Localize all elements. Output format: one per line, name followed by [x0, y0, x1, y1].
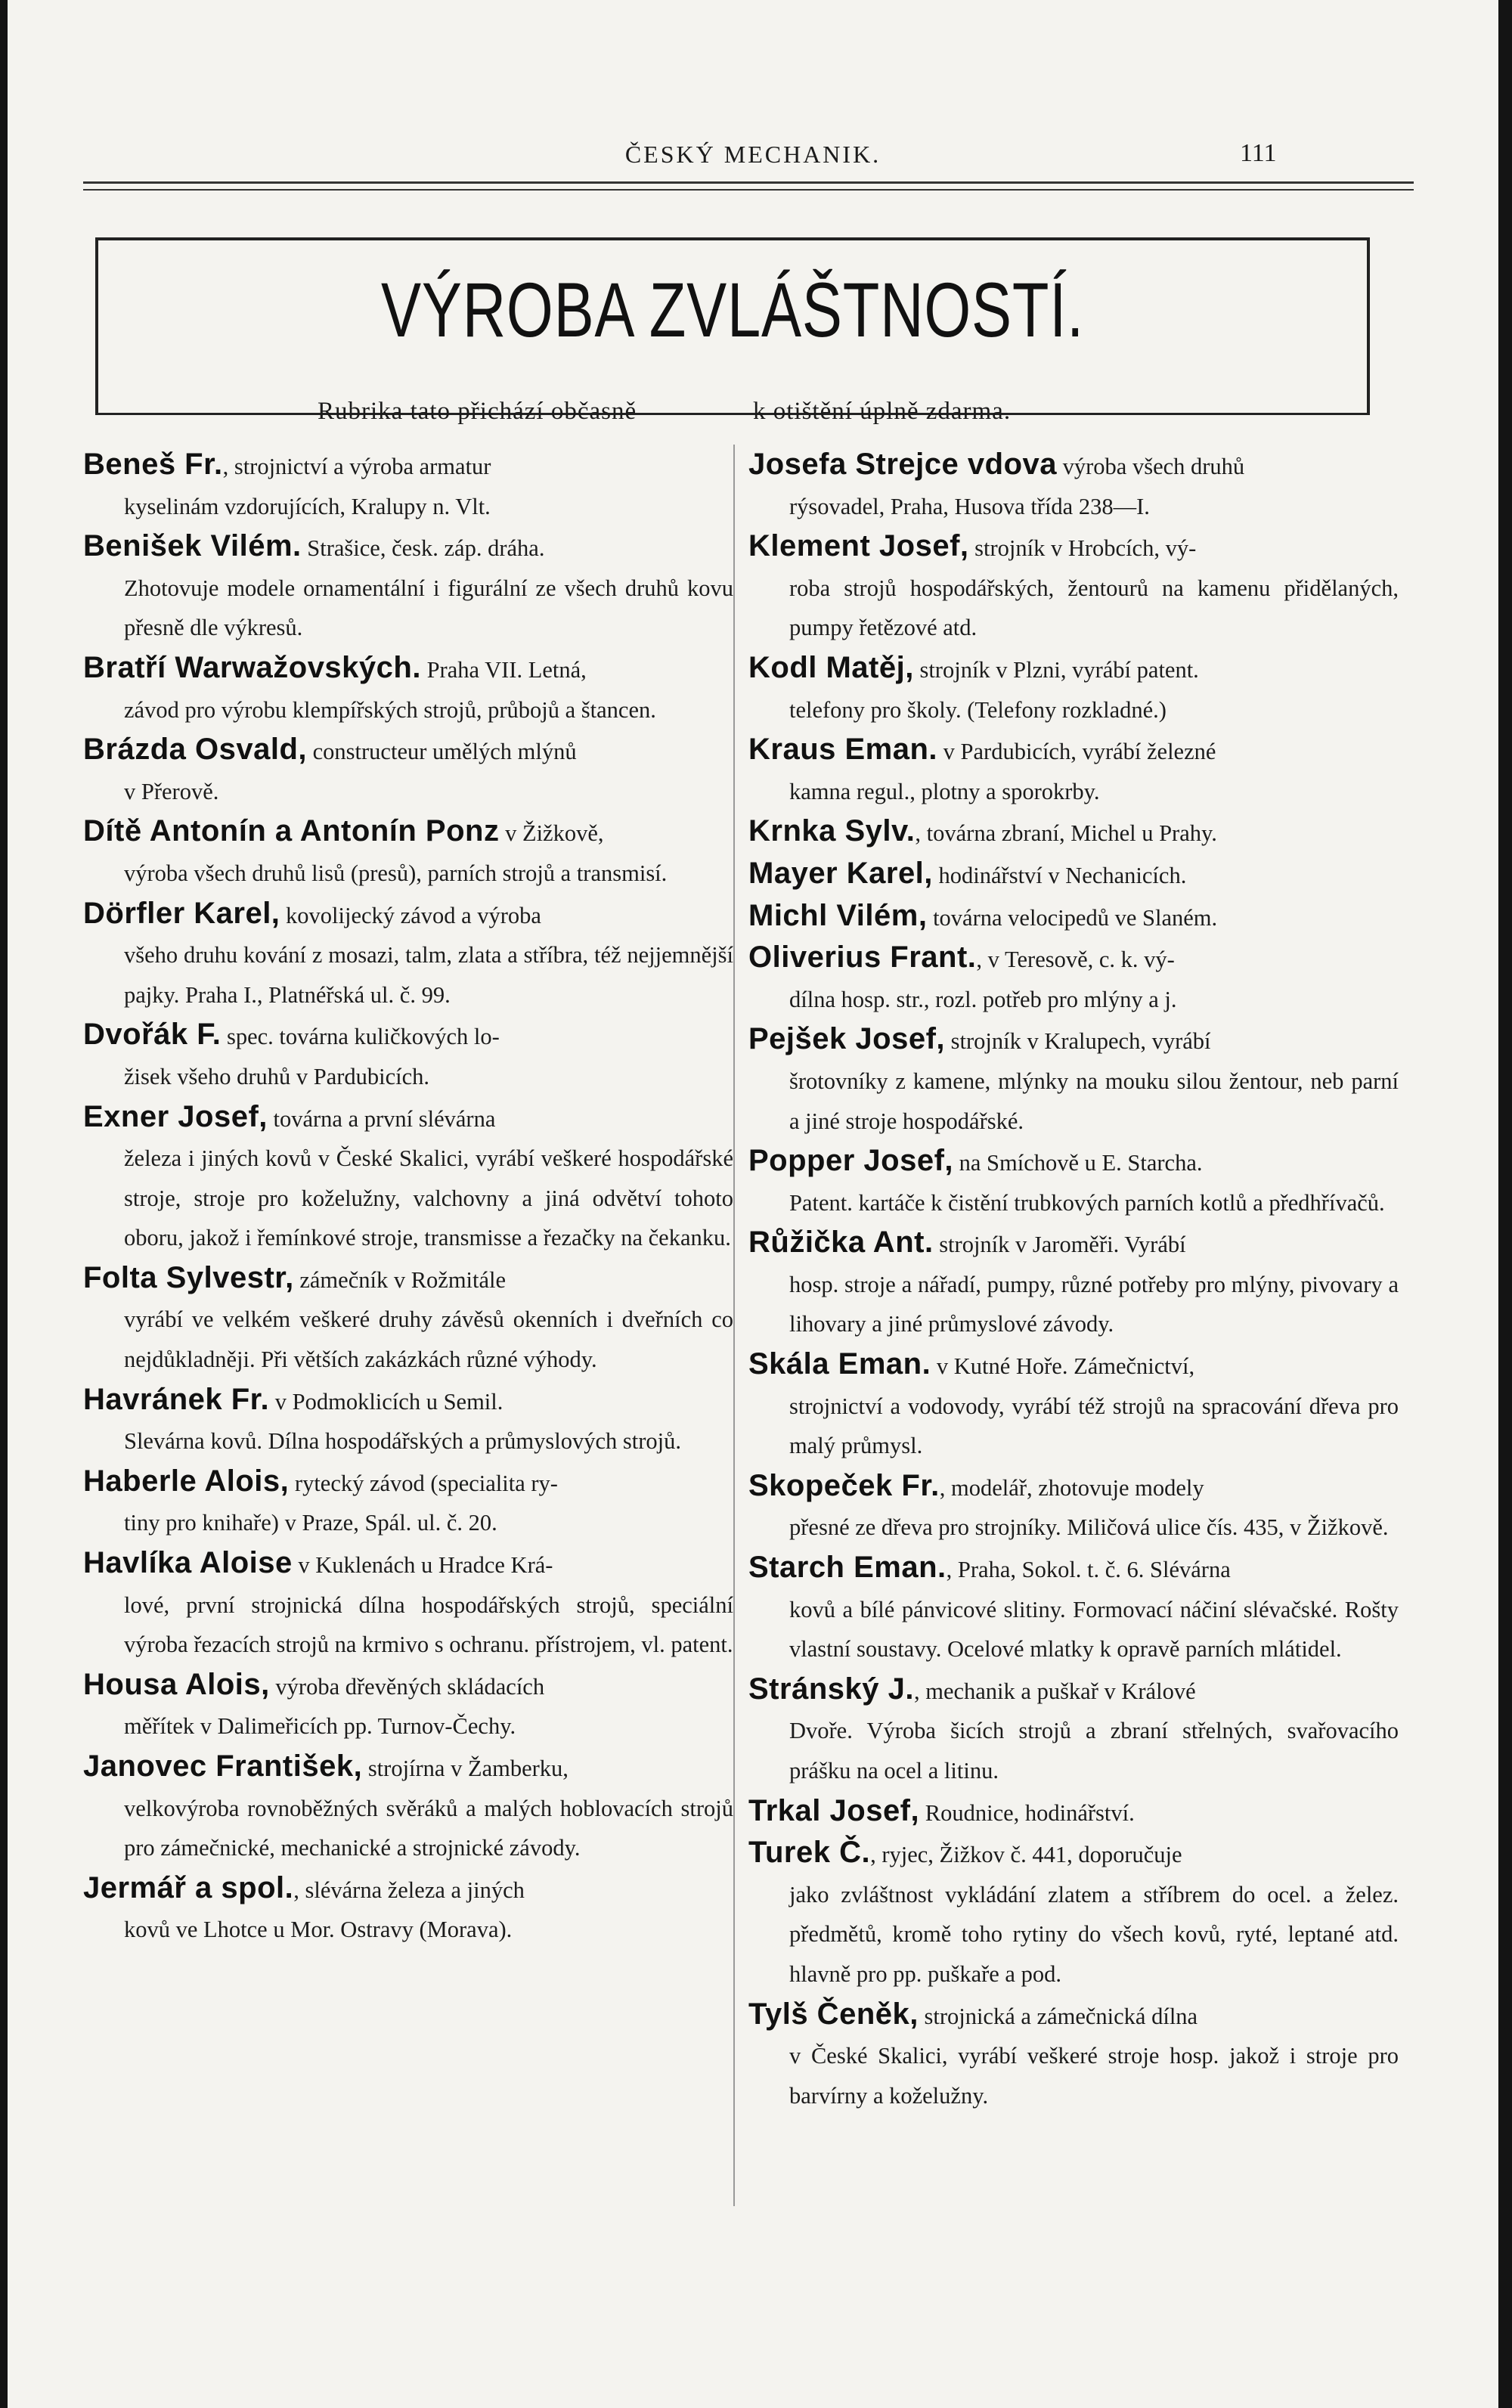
page-number: 111 — [1240, 139, 1277, 167]
entry-company-name: Popper Josef, — [748, 1144, 954, 1178]
entry-description-first-line: strojírna v Žamberku, — [362, 1756, 569, 1781]
entry-description: Patent. kartáče k čistění trubkových parních kotlů a předhřívačů. — [789, 1189, 1385, 1216]
entry-description: telefony pro školy. (Telefony rozkladné.) — [789, 696, 1167, 723]
directory-entry — [83, 445, 733, 526]
entry-description: velkovýroba rovnoběžných svěráků a malých hoblovacích strojů pro zámečnické, mechanické a strojnické závody. — [124, 1795, 733, 1861]
entry-company-name: Exner Josef, — [83, 1099, 268, 1133]
entry-description: roba strojů hospodářských, žentourů na kamenu přidělaných, pumpy řetězové atd. — [789, 575, 1399, 641]
entry-description: hosp. stroje a nářadí, pumpy, různé potřeby pro mlýny, pivovary a lihovary a jiné průmyslové závody. — [789, 1271, 1399, 1337]
entry-description: jako zvláštnost vykládání zlatem a stříbrem do ocel. a želez. předmětů, kromě toho rytiny do všech kovů, ryté, leptané atd. hlavně pro pp. puškaře a pod. — [789, 1881, 1399, 1987]
entry-description: kovů ve Lhotce u Mor. Ostravy (Morava). — [124, 1917, 513, 1943]
entry-description-first-line: v Žižkově, — [499, 820, 604, 847]
entry-company-name: Havlíka Aloise — [83, 1546, 293, 1580]
entry-company-name: Havránek Fr. — [83, 1382, 270, 1416]
directory-entry — [748, 811, 1399, 854]
entry-company-name: Benišek Vilém. — [83, 529, 302, 563]
directory-entry — [748, 1141, 1399, 1223]
subtitle-left: Rubrika tato přichází občasně — [318, 398, 637, 425]
header-rule-thin — [83, 189, 1414, 191]
entry-description: v Přerově. — [124, 778, 219, 804]
entry-description-first-line: , továrna zbraní, Michel u Prahy. — [915, 820, 1217, 847]
entry-description: měřítek v Dalimeřicích pp. Turnov-Čechy. — [124, 1713, 516, 1740]
entry-company-name: Trkal Josef, — [748, 1793, 920, 1827]
entry-description: výroba všech druhů lisů (presů), parních strojů a transmisí. — [124, 860, 668, 886]
entry-company-name: Folta Sylvestr, — [83, 1260, 294, 1294]
entry-description-first-line: kovolijecký závod a výroba — [280, 902, 541, 928]
entry-description: lové, první strojnická dílna hospodářských strojů, speciální výroba řezacích strojů na krmivo s ochranu. přístrojem, vl. patent. — [124, 1591, 733, 1658]
entry-description: kovů a bílé pánvicové slitiny. Formovací náčiní slévačské. Rošty vlastní soustavy. Ocelové mlatky k opravě parních mlátidel. — [789, 1596, 1399, 1663]
entry-company-name: Kraus Eman. — [748, 733, 938, 767]
directory-entry — [748, 648, 1399, 730]
entry-description: v České Skalici, vyrábí veškeré stroje hosp. jakož i stroje pro barvírny a koželužny. — [789, 2043, 1399, 2109]
directory-entry — [748, 1019, 1399, 1141]
directory-entry — [83, 526, 733, 648]
directory-entry — [83, 730, 733, 811]
directory-entry — [748, 1669, 1399, 1791]
entry-company-name: Jermář a spol. — [83, 1870, 294, 1904]
directory-entry — [83, 1015, 733, 1096]
directory-entry — [83, 811, 733, 893]
entry-description-first-line: na Smíchově u E. Starcha. — [953, 1150, 1203, 1176]
entry-description: šrotovníky z kamene, mlýnky na mouku silou žentour, neb parní a jiné stroje hospodářské. — [789, 1068, 1399, 1134]
directory-entry — [83, 1746, 733, 1868]
entry-company-name: Dítě Antonín a Antonín Ponz — [83, 814, 500, 848]
entry-description-first-line: výroba všech druhů — [1057, 454, 1245, 479]
entry-description: vyrábí ve velkém veškeré druhy závěsů okenních i dveřních co nejdůkladněji. Při větších zakázkách různé výhody. — [124, 1306, 733, 1373]
entry-description: kyselinám vzdorujících, Kralupy n. Vlt. — [124, 493, 491, 519]
directory-entry — [748, 1344, 1399, 1466]
entry-company-name: Krnka Sylv. — [748, 814, 916, 848]
directory-entry — [748, 1833, 1399, 1994]
entry-description-first-line: v Kutné Hoře. Zámečnictví, — [931, 1353, 1195, 1380]
entry-description: Zhotovuje modele ornamentální i figurální ze všech druhů kovu přesně dle výkresů. — [124, 575, 733, 641]
entry-company-name: Tylš Čeněk, — [748, 1997, 919, 2031]
section-title-box — [95, 237, 1370, 415]
entry-description-first-line: , strojnictví a výroba armatur — [222, 454, 491, 479]
entry-description: železa i jiných kovů v České Skalici, vyrábí veškeré hospodářské stroje, stroje pro koželužny, valchovny a jiná odvětví tohoto oboru, jakož i řemínkové stroje, transmisse a řezačky na čekanku. — [124, 1145, 733, 1251]
entry-description-first-line: Strašice, česk. záp. dráha. — [301, 535, 545, 562]
directory-entry — [83, 648, 733, 730]
entry-description-first-line: constructeur umělých mlýnů — [307, 739, 577, 765]
entry-description-first-line: strojník v Hrobcích, vý- — [968, 535, 1197, 562]
entry-description: kamna regul., plotny a sporokrby. — [789, 778, 1100, 804]
directory-entry — [83, 1461, 733, 1543]
directory-entry — [83, 1097, 733, 1258]
entry-description-first-line: , ryjec, Žižkov č. 441, doporučuje — [870, 1842, 1182, 1868]
directory-entry — [83, 1868, 733, 1950]
entry-company-name: Oliverius Frant. — [748, 941, 977, 975]
entry-company-name: Dörfler Karel, — [83, 896, 280, 930]
directory-entry — [748, 526, 1399, 648]
entry-description: přesné ze dřeva pro strojníky. Miličová ulice čís. 435, v Žižkově. — [789, 1514, 1389, 1541]
entry-description-first-line: rytecký závod (specialita ry- — [289, 1470, 558, 1496]
entry-company-name: Růžička Ant. — [748, 1226, 934, 1260]
magazine-page — [8, 0, 1498, 2408]
entry-company-name: Josefa Strejce vdova — [748, 448, 1057, 481]
entry-description-first-line: výroba dřevěných skládacích — [269, 1673, 545, 1700]
entry-description-first-line: Roudnice, hodinářství. — [919, 1799, 1135, 1826]
directory-entry — [748, 896, 1399, 938]
entry-description-first-line: spec. továrna kuličkových lo- — [221, 1024, 500, 1050]
directory-entry — [748, 1223, 1399, 1344]
entry-description-first-line: strojník v Kralupech, vyrábí — [945, 1028, 1211, 1055]
entry-description-first-line: v Pardubicích, vyrábí železné — [937, 739, 1216, 765]
entry-description-first-line: , modelář, zhotovuje modely — [939, 1474, 1204, 1501]
entry-description: Slevárna kovů. Dílna hospodářských a průmyslových strojů. — [124, 1428, 681, 1455]
entry-description-first-line: strojnická a zámečnická dílna — [918, 2003, 1198, 2029]
entry-company-name: Starch Eman. — [748, 1551, 947, 1585]
entry-description-first-line: , v Teresově, c. k. vý- — [976, 947, 1175, 973]
entry-description-first-line: továrna velocipedů ve Slaném. — [927, 904, 1218, 931]
entry-company-name: Bratří Warwažovských. — [83, 650, 421, 684]
directory-entry — [748, 1466, 1399, 1548]
entry-description-first-line: strojník v Jaroměři. Vyrábí — [933, 1232, 1186, 1258]
entry-company-name: Housa Alois, — [83, 1667, 270, 1701]
entry-description: Dvoře. Výroba šicích strojů a zbraní střelných, svařovacího prášku na ocel a litinu. — [789, 1718, 1399, 1784]
entry-company-name: Pejšek Josef, — [748, 1022, 945, 1056]
entry-description-first-line: zámečník v Rožmitále — [293, 1266, 507, 1293]
entry-company-name: Beneš Fr. — [83, 448, 223, 481]
entry-company-name: Haberle Alois, — [83, 1464, 290, 1498]
directory-entry — [748, 730, 1399, 811]
entry-description: žisek všeho druhů v Pardubicích. — [124, 1063, 430, 1089]
entry-description-first-line: , slévárna železa a jiných — [293, 1877, 525, 1903]
directory-entry — [748, 445, 1399, 526]
entry-company-name: Klement Josef, — [748, 529, 969, 563]
entry-description: závod pro výrobu klempířských strojů, průbojů a štancen. — [124, 696, 656, 723]
entry-description: strojnictví a vodovody, vyrábí též strojů na spracování dřeva pro malý průmysl. — [789, 1393, 1399, 1459]
entry-company-name: Kodl Matěj, — [748, 650, 914, 684]
section-title: VÝROBA ZVLÁŠTNOSTÍ. — [380, 267, 1085, 353]
entry-description-first-line: , Praha, Sokol. t. č. 6. Slévárna — [946, 1557, 1231, 1583]
directory-entry — [748, 937, 1399, 1019]
entry-description-first-line: Praha VII. Letná, — [420, 656, 587, 683]
entry-description-first-line: hodinářství v Nechanicích. — [932, 862, 1187, 888]
entry-description: všeho druhu kování z mosazi, talm, zlata a stříbra, též nejjemnější pajky. Praha I., Platnéřská ul. č. 99. — [124, 942, 733, 1008]
left-column — [83, 445, 733, 1950]
subtitle-right: k otištění úplně zdarma. — [753, 398, 1012, 425]
entry-description-first-line: strojník v Plzni, vyrábí patent. — [913, 656, 1199, 683]
entry-description-first-line: továrna a první slévárna — [267, 1105, 496, 1132]
directory-entry — [83, 1543, 733, 1665]
entry-company-name: Mayer Karel, — [748, 856, 933, 890]
entry-company-name: Skopeček Fr. — [748, 1468, 940, 1502]
entry-company-name: Skála Eman. — [748, 1347, 931, 1381]
entry-description: rýsovadel, Praha, Husova třída 238—I. — [789, 493, 1150, 519]
directory-entry — [83, 1665, 733, 1746]
directory-entry — [83, 1258, 733, 1380]
entry-company-name: Dvořák F. — [83, 1018, 222, 1052]
directory-entry — [748, 1791, 1399, 1833]
entry-description-first-line: v Podmoklicích u Semil. — [269, 1388, 503, 1415]
right-column — [748, 445, 1399, 2115]
entry-description-first-line: , mechanik a puškař v Králové — [913, 1678, 1196, 1704]
directory-entry — [83, 894, 733, 1015]
entry-company-name: Janovec František, — [83, 1749, 363, 1783]
directory-entry — [83, 1380, 733, 1461]
entry-description-first-line: v Kuklenách u Hradce Krá- — [292, 1552, 553, 1579]
entry-description: tiny pro knihaře) v Praze, Spál. ul. č. 20. — [124, 1510, 497, 1536]
entry-description: dílna hosp. str., rozl. potřeb pro mlýny a j. — [789, 986, 1177, 1012]
entry-company-name: Stránský J. — [748, 1672, 914, 1706]
entry-company-name: Turek Č. — [748, 1836, 871, 1870]
directory-entry — [748, 1548, 1399, 1669]
running-title: ČESKÝ MECHANIK. — [624, 141, 881, 168]
entry-company-name: Michl Vilém, — [748, 898, 928, 932]
directory-entry — [748, 854, 1399, 896]
header-rule — [83, 181, 1414, 184]
entry-company-name: Brázda Osvald, — [83, 733, 308, 767]
column-divider — [733, 445, 735, 2206]
directory-entry — [748, 1994, 1399, 2116]
